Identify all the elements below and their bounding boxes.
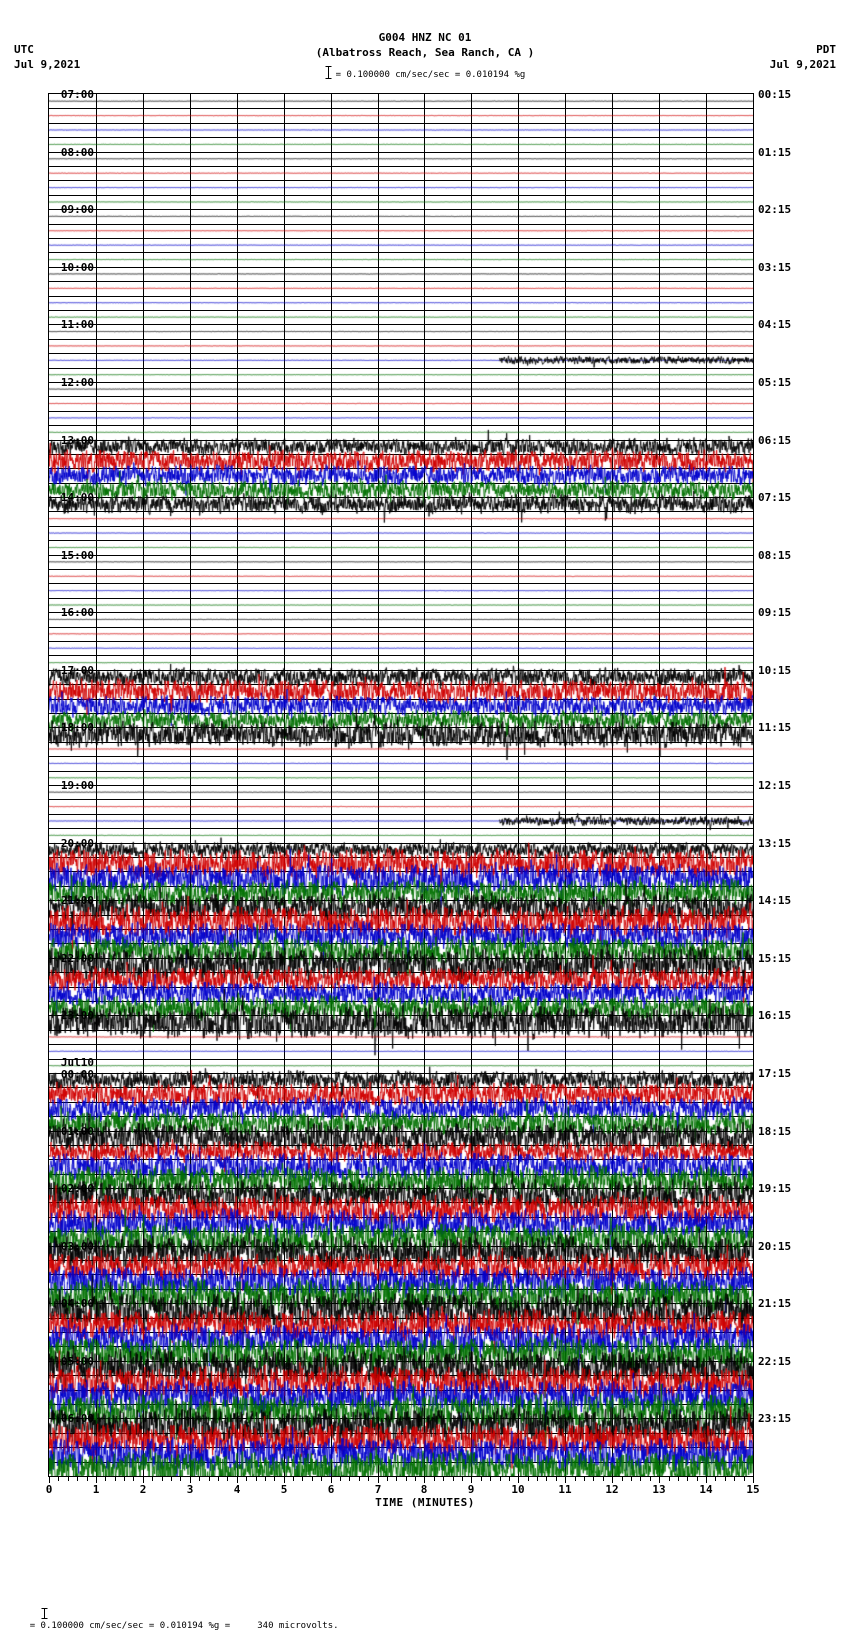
left-time-label: 20:00 <box>60 836 94 850</box>
right-time-label: 16:15 <box>758 1009 792 1023</box>
x-tick-minor <box>152 1477 153 1481</box>
right-time-label: 20:15 <box>758 1239 792 1253</box>
x-tick-minor <box>406 1477 407 1481</box>
x-tick-minor <box>349 1477 350 1481</box>
x-tick-minor <box>312 1477 313 1481</box>
left-time-label: 23:00 <box>60 1009 94 1023</box>
x-tick-minor <box>180 1477 181 1481</box>
x-tick-minor <box>387 1477 388 1481</box>
x-tick-label: 13 <box>652 1483 666 1496</box>
right-time-label: 13:15 <box>758 836 792 850</box>
x-tick-minor <box>584 1477 585 1481</box>
right-time-label: 07:15 <box>758 491 792 505</box>
x-tick-label: 3 <box>186 1483 194 1496</box>
x-tick-minor <box>537 1477 538 1481</box>
x-tick-label: 2 <box>139 1483 147 1496</box>
x-tick-label: 5 <box>280 1483 288 1496</box>
x-tick-minor <box>622 1477 623 1481</box>
right-timezone-label: PDT <box>816 43 836 56</box>
x-tick-minor <box>593 1477 594 1481</box>
right-time-label: 01:15 <box>758 145 792 159</box>
right-time-label: 02:15 <box>758 203 792 217</box>
header-center <box>0 30 850 60</box>
x-tick-label: 10 <box>511 1483 525 1496</box>
x-tick-minor <box>171 1477 172 1481</box>
x-tick-minor <box>293 1477 294 1481</box>
x-tick-minor <box>321 1477 322 1481</box>
x-tick-minor <box>631 1477 632 1481</box>
x-tick-minor <box>462 1477 463 1481</box>
x-tick-minor <box>453 1477 454 1481</box>
x-tick-minor <box>105 1477 106 1481</box>
x-tick-minor <box>77 1477 78 1481</box>
x-axis-ticks <box>45 1477 760 1496</box>
x-tick-label: 12 <box>605 1483 619 1496</box>
left-time-label: 11:00 <box>60 318 94 332</box>
x-tick-minor <box>124 1477 125 1481</box>
x-tick-minor <box>725 1477 726 1481</box>
right-time-label: 21:15 <box>758 1297 792 1311</box>
left-time-label: 15:00 <box>60 548 94 562</box>
x-tick-minor <box>415 1477 416 1481</box>
left-time-label: 22:00 <box>60 951 94 965</box>
x-tick-minor <box>199 1477 200 1481</box>
x-tick-minor <box>58 1477 59 1481</box>
x-tick-minor <box>546 1477 547 1481</box>
left-time-label: 07:00 <box>60 88 94 101</box>
x-tick-label: 0 <box>45 1483 53 1496</box>
x-tick-label: 6 <box>327 1483 335 1496</box>
x-tick-minor <box>115 1477 116 1481</box>
x-tick-minor <box>669 1477 670 1481</box>
x-tick-label: 4 <box>233 1483 241 1496</box>
right-time-label: 12:15 <box>758 779 792 792</box>
scale-legend <box>0 66 850 82</box>
left-time-label: 03:00 <box>60 1239 94 1253</box>
left-time-label: 04:00 <box>60 1297 94 1311</box>
right-time-label: 19:15 <box>758 1182 792 1196</box>
scale-bar-icon <box>325 66 332 82</box>
x-tick-minor <box>340 1477 341 1481</box>
right-time-label: 14:15 <box>758 894 792 908</box>
left-time-label: 17:00 <box>60 663 94 677</box>
right-time-label: 03:15 <box>758 260 792 274</box>
x-tick-label: 8 <box>420 1483 428 1496</box>
x-tick-minor <box>162 1477 163 1481</box>
seismogram-plot-area <box>48 93 754 1477</box>
right-time-label: 11:15 <box>758 721 792 735</box>
x-tick-minor <box>227 1477 228 1481</box>
x-tick-label: 15 <box>746 1483 760 1496</box>
x-tick-minor <box>302 1477 303 1481</box>
x-tick-minor <box>603 1477 604 1481</box>
left-timezone-label: UTC <box>14 43 34 56</box>
right-time-label: 23:15 <box>758 1412 792 1426</box>
right-time-label: 15:15 <box>758 951 792 965</box>
left-time-label: 12:00 <box>60 375 94 389</box>
x-tick-minor <box>640 1477 641 1481</box>
left-time-label: 01:00 <box>60 1124 94 1138</box>
right-time-label: 08:15 <box>758 548 792 562</box>
left-time-label: 09:00 <box>60 203 94 217</box>
x-tick-minor <box>218 1477 219 1481</box>
left-time-label: Jul10 00:00 <box>60 1055 94 1081</box>
left-time-label: 16:00 <box>60 606 94 620</box>
footer-text: = 0.100000 cm/sec/sec = 0.010194 %g = 340 microvolts. <box>29 1621 339 1631</box>
right-time-label: 00:15 <box>758 88 792 101</box>
left-time-label: 13:00 <box>60 433 94 447</box>
x-tick-minor <box>246 1477 247 1481</box>
x-tick-label: 11 <box>558 1483 572 1496</box>
x-tick-minor <box>687 1477 688 1481</box>
right-time-label: 18:15 <box>758 1124 792 1138</box>
x-tick-minor <box>434 1477 435 1481</box>
x-tick-minor <box>697 1477 698 1481</box>
station-location: (Albatross Reach, Sea Ranch, CA ) <box>315 46 535 59</box>
left-time-label: 14:00 <box>60 491 94 505</box>
x-tick-minor <box>528 1477 529 1481</box>
left-date-label: Jul 9,2021 <box>14 58 81 71</box>
left-time-label: 08:00 <box>60 145 94 159</box>
x-tick-minor <box>368 1477 369 1481</box>
x-tick-minor <box>481 1477 482 1481</box>
x-tick-minor <box>265 1477 266 1481</box>
trace-canvas <box>49 94 753 1476</box>
right-time-label: 17:15 <box>758 1066 792 1080</box>
x-tick-label: 14 <box>699 1483 713 1496</box>
x-tick-minor <box>274 1477 275 1481</box>
left-time-label: 05:00 <box>60 1354 94 1368</box>
x-tick-minor <box>359 1477 360 1481</box>
x-tick-minor <box>678 1477 679 1481</box>
x-tick-label: 7 <box>374 1483 382 1496</box>
x-axis-title: TIME (MINUTES) <box>375 1496 475 1509</box>
left-time-label: 18:00 <box>60 721 94 735</box>
x-tick-minor <box>209 1477 210 1481</box>
x-tick-minor <box>575 1477 576 1481</box>
left-time-label: 10:00 <box>60 260 94 274</box>
x-tick-minor <box>68 1477 69 1481</box>
x-tick-minor <box>87 1477 88 1481</box>
footer-note <box>8 1588 339 1641</box>
x-tick-minor <box>744 1477 745 1481</box>
x-tick-minor <box>443 1477 444 1481</box>
x-tick-minor <box>715 1477 716 1481</box>
right-time-label: 04:15 <box>758 318 792 332</box>
right-time-label: 06:15 <box>758 433 792 447</box>
station-title: G004 HNZ NC 01 <box>378 31 472 44</box>
left-time-label: 06:00 <box>60 1412 94 1426</box>
x-tick-label: 1 <box>92 1483 100 1496</box>
x-tick-minor <box>256 1477 257 1481</box>
right-time-label: 09:15 <box>758 606 792 620</box>
x-tick-minor <box>490 1477 491 1481</box>
left-time-label: 19:00 <box>60 779 94 792</box>
right-date-label: Jul 9,2021 <box>769 58 836 71</box>
x-tick-minor <box>734 1477 735 1481</box>
right-time-label: 22:15 <box>758 1354 792 1368</box>
x-tick-minor <box>556 1477 557 1481</box>
x-tick-minor <box>396 1477 397 1481</box>
left-time-label: 02:00 <box>60 1182 94 1196</box>
x-tick-minor <box>509 1477 510 1481</box>
x-tick-minor <box>133 1477 134 1481</box>
right-time-label: 10:15 <box>758 663 792 677</box>
x-tick-minor <box>500 1477 501 1481</box>
x-tick-label: 9 <box>467 1483 475 1496</box>
scale-legend-text: = 0.100000 cm/sec/sec = 0.010194 %g <box>335 70 526 80</box>
right-time-label: 05:15 <box>758 375 792 389</box>
x-tick-minor <box>650 1477 651 1481</box>
left-time-label: 21:00 <box>60 894 94 908</box>
